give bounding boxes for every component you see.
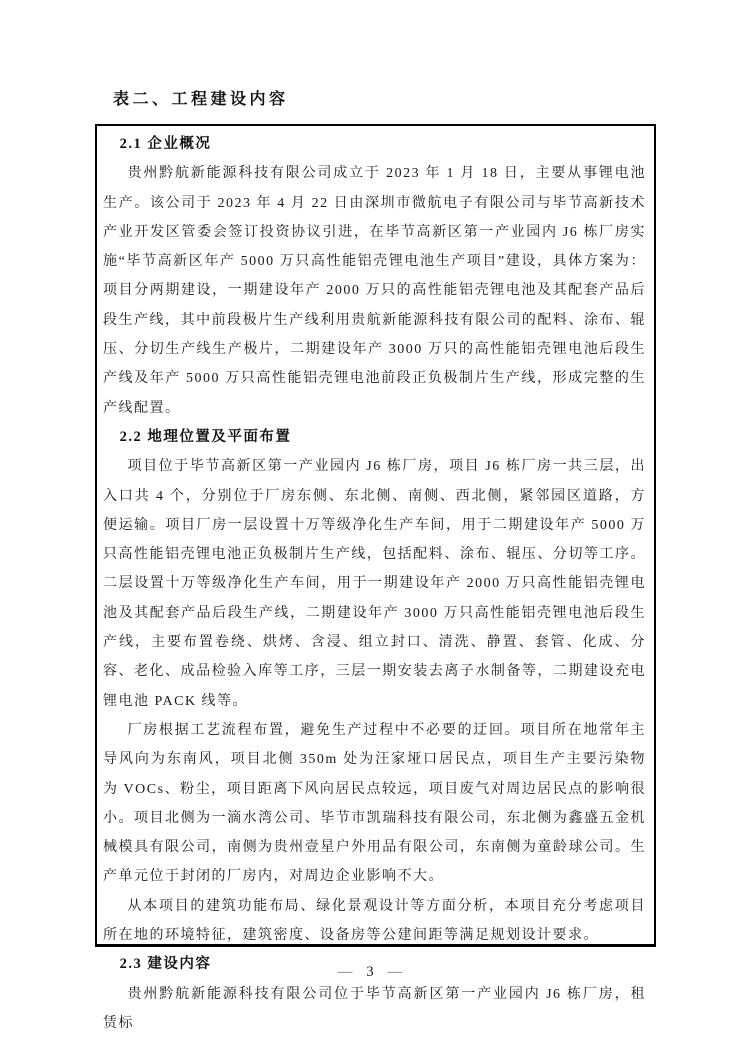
paragraph: 贵州黔航新能源科技有限公司成立于 2023 年 1 月 18 日，主要从事锂电池生产。该公司于 2023 年 4 月 22 日由深圳市微航电子有限公司与毕节高新技术产业开发区管委会签订投资协议引进，在毕节高新区第一产业园内 J6 栋厂房实施“毕节高新区年产 5000 万只高性能铝壳锂电池生产项目”建设，具体方案为：项目分两期建设，一期建设年产 2000 万只的高性能铝壳锂电池及其配套产品后段生产线，其中前段极片生产线利用贵航新能源科技有限公司的配料、涂布、辊压、分切生产线生产极片，二期建设年产 3000 万只的高性能铝壳锂电池后段生产线及年产 5000 万只高性能铝壳锂电池前段正负极制片生产线，形成完整的生产线配置。 <box>103 166 646 416</box>
section-heading-2-2: 2.2 地理位置及平面布置 <box>119 428 292 445</box>
paragraph: 厂房根据工艺流程布置，避免生产过程中不必要的迂回。项目所在地常年主导风向为东南风，项目北侧 350m 处为汪家垭口居民点，项目生产主要污染物为 VOCs、粉尘，项目距离下风向居民点较远，项目废气对周边居民点的影响很小。项目北侧为一滴水湾公司、毕节市凯瑞科技有限公司，东北侧为鑫盛五金机械模具有限公司，南侧为贵州壹星户外用品有限公司，东南侧为童龄球公司。生产单元位于封闭的厂房内，对周边企业影响不大。 <box>103 722 646 885</box>
page-number: 3 <box>366 964 374 980</box>
page-title: 表二、工程建设内容 <box>113 91 289 108</box>
footer-left-dash: — <box>337 964 353 980</box>
section-enterprise-overview <box>103 130 646 423</box>
content-box <box>95 124 656 1031</box>
paragraph: 项目位于毕节高新区第一产业园内 J6 栋厂房，项目 J6 栋厂房一共三层，出入口共 4 个，分别位于厂房东侧、东北侧、南侧、西北侧，紧邻园区道路，方便运输。项目厂房一层设置十万等级净化生产车间，用于二期建设年产 5000 万只高性能铝壳锂电池正负极制片生产线，包括配料、涂布、辊压、分切等工序。二层设置十万等级净化生产车间，用于一期建设年产 2000 万只高性能铝壳锂电池及其配套产品后段生产线，二期建设年产 3000 万只高性能铝壳锂电池后段生产线，主要布置卷绕、烘烤、含浸、组立封口、清洗、静置、套管、化成、分容、老化、成品检验入库等工序，三层一期安装去离子水制备等，二期建设充电锂电池 PACK 线等。 <box>103 459 646 709</box>
paragraph: 从本项目的建筑功能布局、绿化景观设计等方面分析，本项目充分考虑项目所在地的环境特征，建筑密度、设备房等公建间距等满足规划设计要求。 <box>103 898 646 944</box>
section-heading-2-1: 2.1 企业概况 <box>119 136 212 152</box>
section-heading-2-3: 2.3 建设内容 <box>119 956 212 973</box>
footer-right-dash: — <box>387 964 403 980</box>
paragraph: 贵州黔航新能源科技有限公司位于毕节高新区第一产业园内 J6 栋厂房，租赁标 <box>103 986 646 1031</box>
section-location-layout <box>103 423 646 950</box>
